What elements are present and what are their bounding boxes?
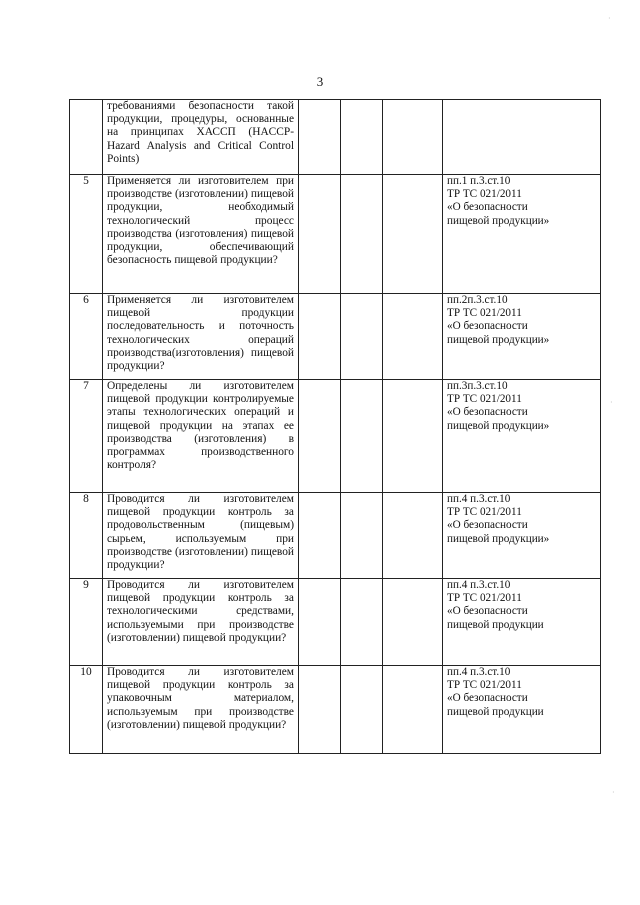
scan-mark: ·: [608, 14, 611, 23]
legal-reference-line: «О безопасности: [447, 201, 528, 214]
row-number: 9: [70, 579, 103, 666]
legal-reference-line: пищевой продукции»: [447, 532, 550, 545]
legal-reference: [443, 175, 601, 294]
legal-reference-line: пп.4 п.3.ст.10: [447, 493, 511, 505]
legal-reference-line: пищевой продукции»: [447, 333, 550, 346]
legal-reference: [443, 100, 601, 175]
table-row: [70, 100, 601, 175]
answer-cell-na: [383, 294, 443, 380]
legal-reference-line: «О безопасности: [447, 605, 528, 618]
legal-reference-line: ТР ТС 021/2011: [447, 188, 522, 201]
checklist-table: [69, 99, 601, 754]
legal-reference-line: ТР ТС 021/2011: [447, 393, 522, 406]
table-row: [70, 380, 601, 493]
legal-reference: [443, 493, 601, 579]
question-text: Проводится ли изготовителем пищевой продукции контроль за упаковочным материалом, используемым при производстве (изготовлении) пищевой продукции?: [103, 666, 299, 754]
legal-reference-line: пп.4 п.3.ст.10: [447, 666, 511, 678]
legal-reference-line: пищевой продукции»: [447, 214, 550, 227]
row-number: 5: [70, 175, 103, 294]
page-number: 3: [316, 74, 324, 89]
legal-reference-line: пп.1 п.3.ст.10: [447, 175, 511, 187]
legal-reference: [443, 294, 601, 380]
question-text: Проводится ли изготовителем пищевой продукции контроль за продовольственным (пищевым) сырьем, используемым при производстве (изготовлении) пищевой продукции?: [103, 493, 299, 579]
legal-reference-line: ТР ТС 021/2011: [447, 307, 522, 320]
legal-reference-line: «О безопасности: [447, 406, 528, 419]
answer-cell-na: [383, 380, 443, 493]
legal-reference: [443, 666, 601, 754]
answer-cell-yes: [299, 666, 341, 754]
answer-cell-na: [383, 100, 443, 175]
scan-mark: ·: [612, 788, 615, 797]
answer-cell-no: [341, 493, 383, 579]
row-number: 10: [70, 666, 103, 754]
legal-reference-line: пп.2п.3.ст.10: [447, 294, 508, 306]
table-row: [70, 175, 601, 294]
answer-cell-no: [341, 175, 383, 294]
legal-reference-line: «О безопасности: [447, 692, 528, 705]
legal-reference-line: ТР ТС 021/2011: [447, 592, 522, 605]
legal-reference: [443, 579, 601, 666]
row-number: [70, 100, 103, 175]
row-number: 7: [70, 380, 103, 493]
answer-cell-yes: [299, 493, 341, 579]
answer-cell-yes: [299, 100, 341, 175]
answer-cell-na: [383, 666, 443, 754]
table-row: [70, 666, 601, 754]
question-text: Применяется ли изготовителем при производстве (изготовлении) пищевой продукции, необходимый технологический процесс производства (изготовления) пищевой продукции, обеспечивающий безопасность пищевой продукции?: [103, 175, 299, 294]
answer-cell-no: [341, 579, 383, 666]
table-row: [70, 579, 601, 666]
legal-reference-line: пищевой продукции»: [447, 419, 550, 432]
question-text: Применяется ли изготовителем пищевой продукции последовательность и поточность технологических операций производства(изготовления) пищевой продукции?: [103, 294, 299, 380]
answer-cell-no: [341, 100, 383, 175]
question-text: Проводится ли изготовителем пищевой продукции контроль за технологическими средствами, используемыми при производстве (изготовлении) пищевой продукции?: [103, 579, 299, 666]
legal-reference-line: пищевой продукции: [447, 705, 544, 718]
question-text: Определены ли изготовителем пищевой продукции контролируемые этапы технологических операций и пищевой продукции на этапах ее производства (изготовления) в программах производственного контроля?: [103, 380, 299, 493]
answer-cell-yes: [299, 579, 341, 666]
table-row: [70, 294, 601, 380]
answer-cell-na: [383, 579, 443, 666]
answer-cell-yes: [299, 175, 341, 294]
answer-cell-yes: [299, 380, 341, 493]
legal-reference-line: ТР ТС 021/2011: [447, 506, 522, 519]
legal-reference: [443, 380, 601, 493]
scan-mark: ·: [610, 398, 613, 407]
legal-reference-line: ТР ТС 021/2011: [447, 679, 522, 692]
legal-reference-line: пп.4 п.3.ст.10: [447, 579, 511, 591]
answer-cell-no: [341, 380, 383, 493]
answer-cell-no: [341, 666, 383, 754]
row-number: 6: [70, 294, 103, 380]
legal-reference-line: пп.3п.3.ст.10: [447, 380, 508, 392]
answer-cell-yes: [299, 294, 341, 380]
answer-cell-na: [383, 175, 443, 294]
legal-reference-line: пищевой продукции: [447, 618, 544, 631]
answer-cell-no: [341, 294, 383, 380]
question-text: требованиями безопасности такой продукции, процедуры, основанные на принципах ХАССП (HACCP-Hazard Analysis and Critical Control Points): [103, 100, 299, 175]
table-row: [70, 493, 601, 579]
legal-reference-line: «О безопасности: [447, 320, 528, 333]
legal-reference-line: «О безопасности: [447, 519, 528, 532]
answer-cell-na: [383, 493, 443, 579]
row-number: 8: [70, 493, 103, 579]
